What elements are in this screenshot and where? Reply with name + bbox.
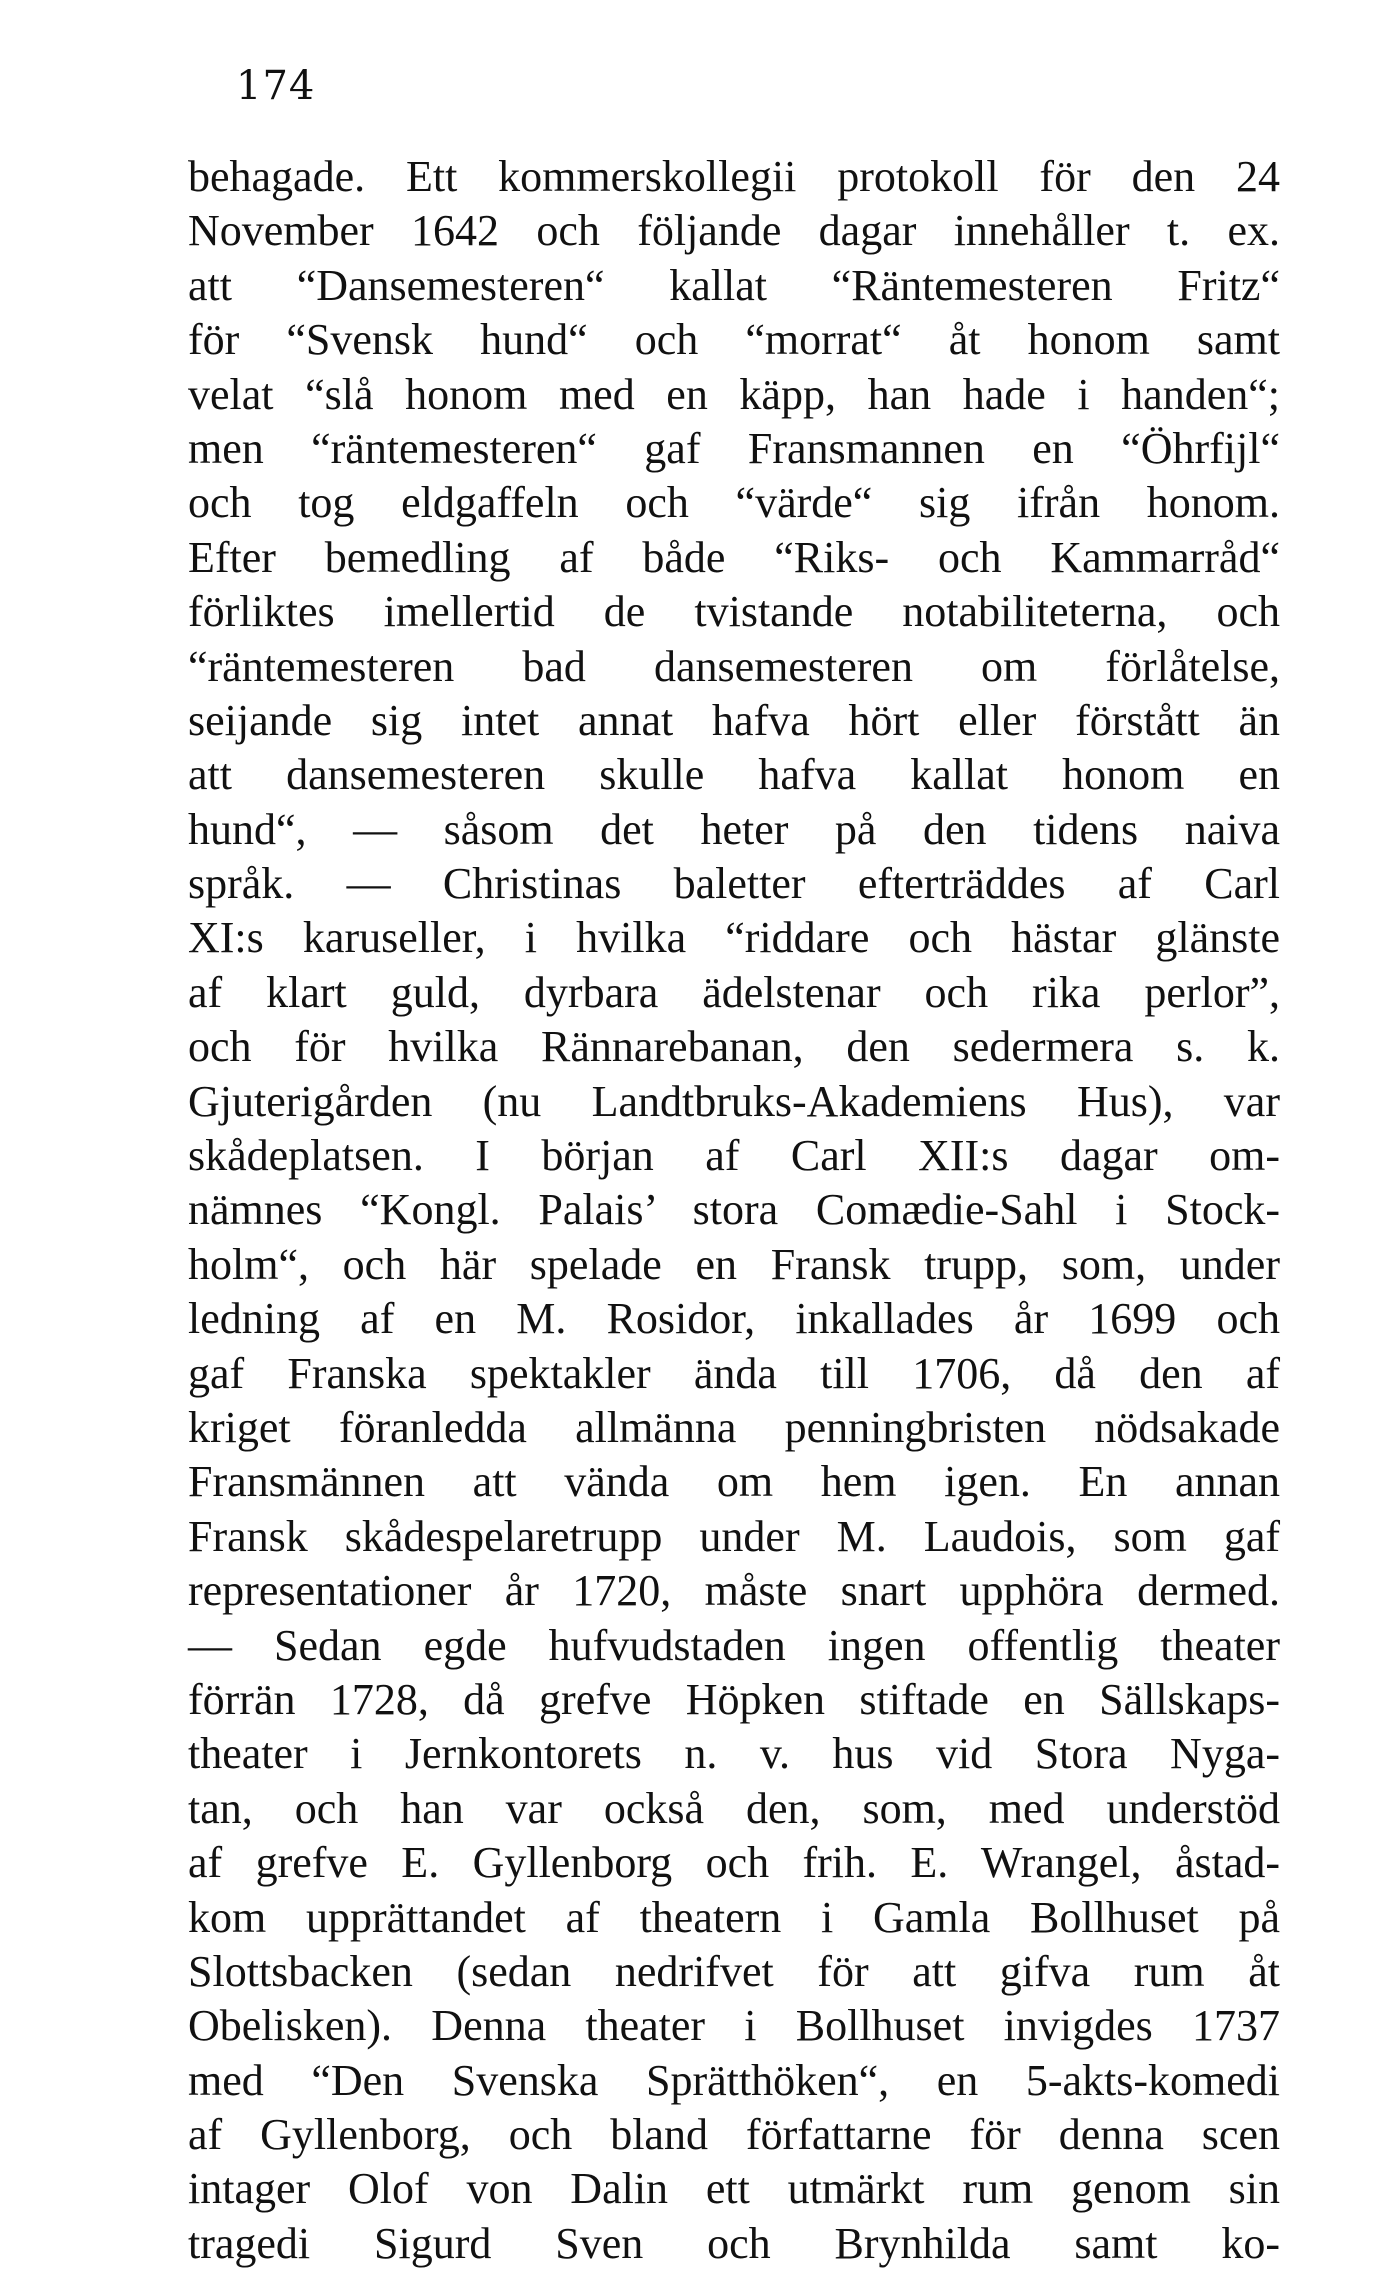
text-line: XI:s karuseller, i hvilka “riddare och hästar glänste xyxy=(188,913,1280,963)
text-line: att dansemesteren skulle hafva kallat honom en xyxy=(188,750,1280,800)
text-line: af Gyllenborg, och bland författarne för denna scen xyxy=(188,2110,1280,2160)
text-line: velat “slå honom med en käpp, han hade i handen“; xyxy=(188,369,1280,419)
text-line: förliktes imellertid de tvistande notabiliteterna, och xyxy=(188,587,1280,637)
text-line: språk. — Christinas baletter efterträddes af Carl xyxy=(188,859,1280,909)
text-line: skådeplatsen. I början af Carl XII:s dagar om- xyxy=(188,1131,1280,1181)
text-line: tan, och han var också den, som, med understöd xyxy=(188,1783,1280,1833)
text-line: med “Den Svenska Sprätthöken“, en 5-akts-komedi xyxy=(188,2055,1280,2105)
text-line: förrän 1728, då grefve Höpken stiftade en Sällskaps- xyxy=(188,1674,1280,1724)
text-line: ledning af en M. Rosidor, inkallades år 1699 och xyxy=(188,1294,1280,1344)
text-line: kriget föranledda allmänna penningbristen nödsakade xyxy=(188,1402,1280,1452)
text-line: af klart guld, dyrbara ädelstenar och rika perlor”, xyxy=(188,967,1280,1017)
text-line: — Sedan egde hufvudstaden ingen offentlig theater xyxy=(188,1620,1280,1670)
text-line: och tog eldgaffeln och “värde“ sig ifrån honom. xyxy=(188,478,1280,528)
text-line: Fransk skådespelaretrupp under M. Laudois, som gaf xyxy=(188,1511,1280,1561)
text-line: hund“, — såsom det heter på den tidens naiva xyxy=(188,804,1280,854)
text-line: November 1642 och följande dagar innehåller t. ex. xyxy=(188,206,1280,256)
text-line: intager Olof von Dalin ett utmärkt rum genom sin xyxy=(188,2164,1280,2214)
text-line: nämnes “Kongl. Palais’ stora Comædie-Sahl i Stock- xyxy=(188,1185,1280,1235)
text-line: behagade. Ett kommerskollegii protokoll för den 24 xyxy=(188,152,1280,201)
text-line: att “Dansemesteren“ kallat “Räntemesteren Fritz“ xyxy=(188,260,1280,310)
text-line: kom upprättandet af theatern i Gamla Bollhuset på xyxy=(188,1892,1280,1942)
text-line: tragedi Sigurd Sven och Brynhilda samt ko- xyxy=(188,2218,1280,2268)
text-line: gaf Franska spektakler ända till 1706, då den af xyxy=(188,1348,1280,1398)
text-line: men “räntemesteren“ gaf Fransmannen en “Öhrfijl“ xyxy=(188,423,1280,473)
text-line: och för hvilka Rännarebanan, den sedermera s. k. xyxy=(188,1022,1280,1072)
text-line: holm“, och här spelade en Fransk trupp, som, under xyxy=(188,1239,1280,1289)
text-line: Fransmännen att vända om hem igen. En annan xyxy=(188,1457,1280,1507)
text-line: Efter bemedling af både “Riks- och Kammarråd“ xyxy=(188,532,1280,582)
text-line: Gjuterigården (nu Landtbruks-Akademiens Hus), var xyxy=(188,1076,1280,1126)
text-line: theater i Jernkontorets n. v. hus vid Stora Nyga- xyxy=(188,1729,1280,1779)
text-line: för “Svensk hund“ och “morrat“ åt honom samt xyxy=(188,315,1280,365)
text-line: Slottsbacken (sedan nedrifvet för att gifva rum åt xyxy=(188,1946,1280,1996)
body-text xyxy=(188,150,1280,2271)
text-line: af grefve E. Gyllenborg och frih. E. Wrangel, åstad- xyxy=(188,1838,1280,1888)
text-line: Obelisken). Denna theater i Bollhuset invigdes 1737 xyxy=(188,2001,1280,2051)
text-line: representationer år 1720, måste snart upphöra dermed. xyxy=(188,1566,1280,1616)
text-line: seijande sig intet annat hafva hört eller förstått än xyxy=(188,695,1280,745)
page-number: 174 xyxy=(236,63,316,109)
text-line: “räntemesteren bad dansemesteren om förlåtelse, xyxy=(188,641,1280,691)
